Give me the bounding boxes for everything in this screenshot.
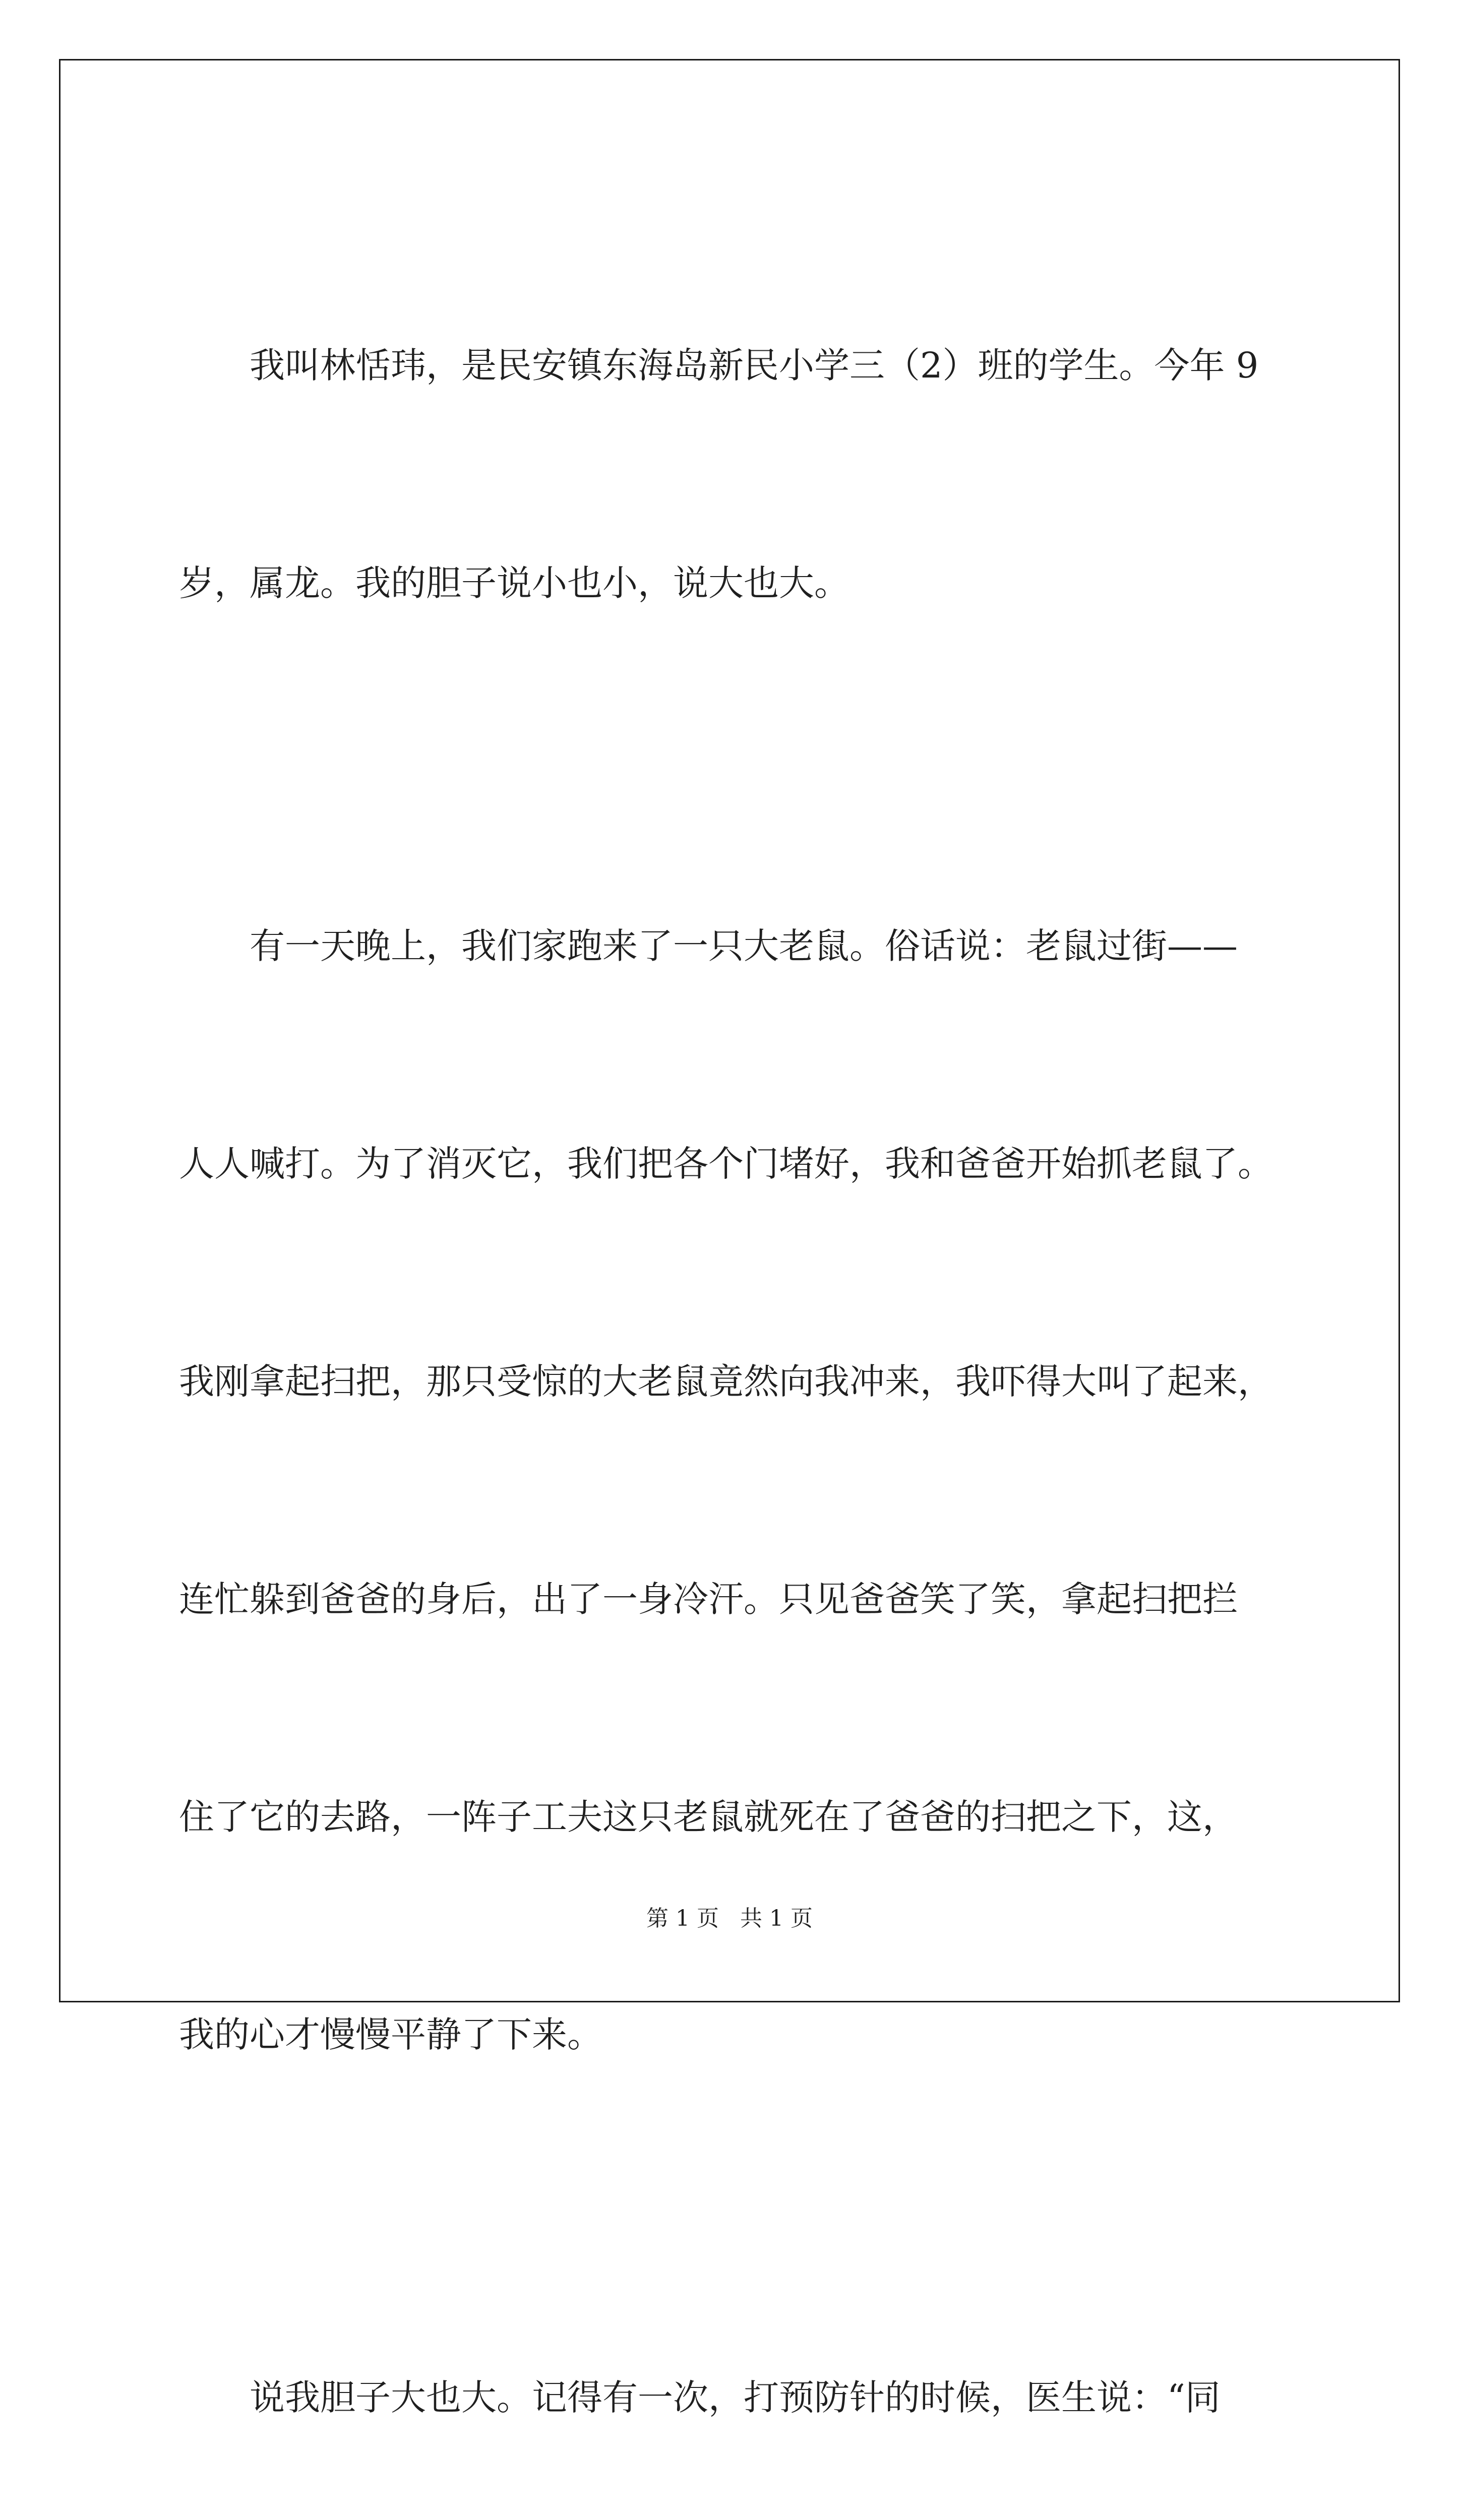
- text-line: 说我胆子大也大。记得有一次，打预防针的时候，医生说：“同: [179, 2377, 1221, 2418]
- text-line: 岁，属龙。我的胆子说小也小，说大也大。: [179, 562, 849, 604]
- paragraph-2: [179, 765, 1293, 2216]
- page-footer: [0, 1900, 1459, 1932]
- text-line: 住了它的去路，一阵子工夫这只老鼠就死在了爸爸的扫把之下，这，: [179, 1796, 1238, 1838]
- text-line: 我的心才慢慢平静了下来。: [179, 2014, 602, 2055]
- text-line: 连忙躲到爸爸的身后，出了一身冷汗。只见爸爸笑了笑，拿起扫把拦: [179, 1579, 1238, 1620]
- paragraph-3: [179, 2216, 1293, 2520]
- page-number-label: 第 1 页 共 1 页: [646, 1906, 813, 1931]
- text-line: 我刚拿起扫把，那只受惊的大老鼠竟然向我冲来，我吓得大叫了起来，: [179, 1361, 1273, 1402]
- text-line: 我叫林恬玮，是民安镇东海岛新民小学三（2）班的学生。今年 9: [179, 345, 1259, 386]
- paragraph-1: [179, 184, 1293, 765]
- text-line: 有一天晚上，我们家跑来了一只大老鼠。俗话说：老鼠过街——: [179, 925, 1238, 967]
- document-body: [179, 184, 1293, 2520]
- text-line: 人人喊打。为了消灭它，我们把各个门堵好，我和爸爸开始抓老鼠了。: [179, 1143, 1273, 1184]
